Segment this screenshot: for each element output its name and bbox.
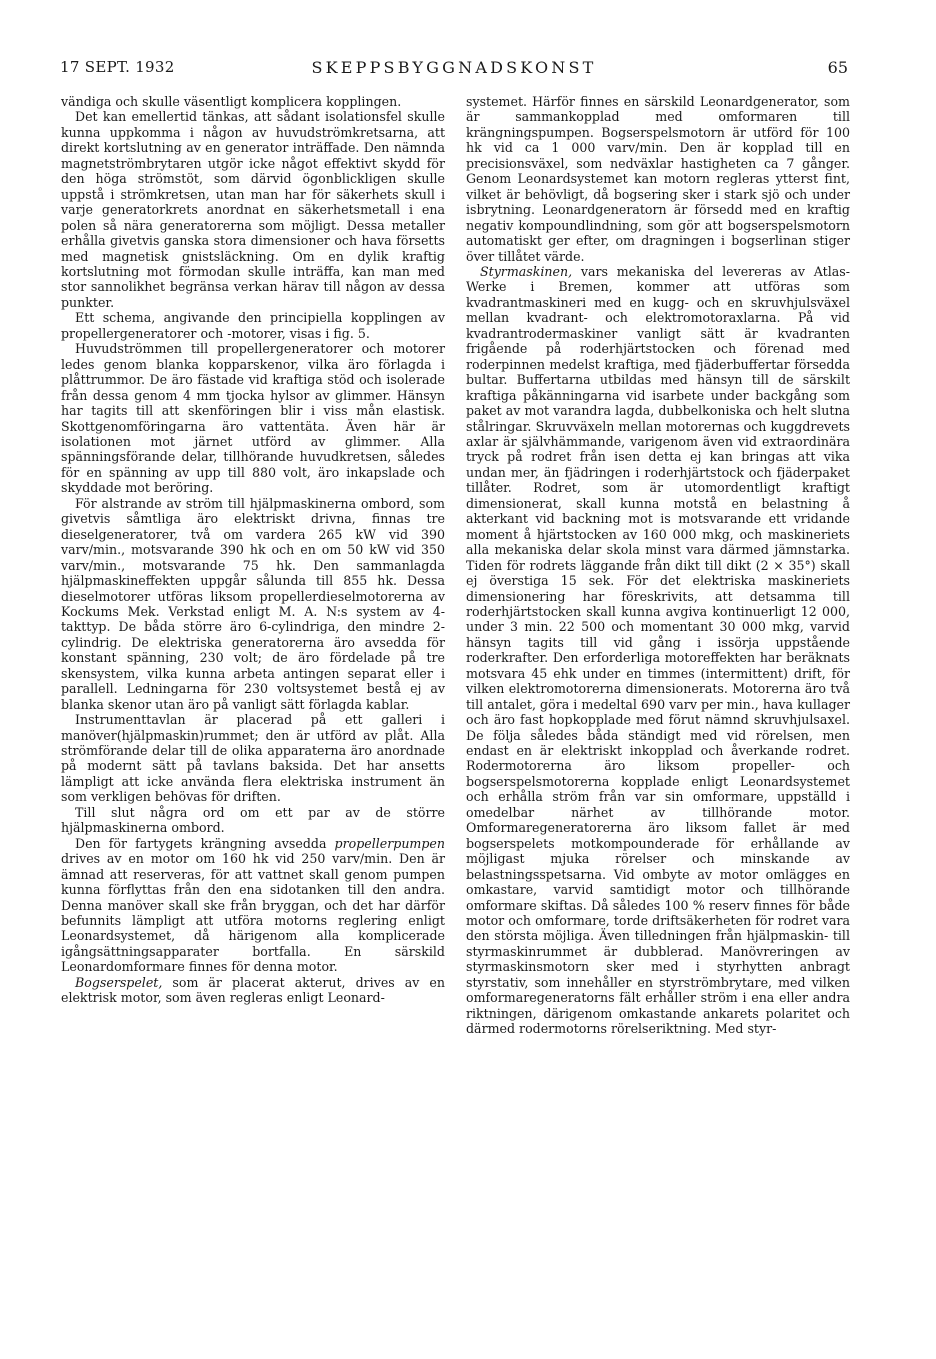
paragraph: Instrumenttavlan är placerad på ett galleri i manöver(hjälpmaskin)rummet; den är utförd av plåt. Alla strömförande delar till de olika apparaterna äro anordnade på modernt sätt på tavlans baksida. Det har ansetts lämpligt att icke använda flera elektriska instrument än som verkligen behövas för driften. <box>61 712 445 805</box>
italic-term: propellerpumpen <box>334 835 445 851</box>
page-header <box>60 58 848 82</box>
paragraph <box>466 264 850 1037</box>
paragraph: Huvudströmmen till propellergeneratorer och motorer ledes genom blanka kopparskenor, vilka äro förlagda i plåttrummor. De äro fästade vid kraftiga stöd och isolerade från dessa genom 4 mm tjocka hylsor av glimmer. Hänsyn har tagits till att skenföringen blir i viss mån elastisk. Skottgenomföringarna äro vattentäta. Även här är isolationen mot järnet utförd av glimmer. Alla spänningsförande delar, tillhörande huvudkretsen, således för en spänning av upp till 880 volt, äro inkapslade och skyddade mot beröring. <box>61 341 445 496</box>
paragraph <box>61 975 445 1006</box>
italic-term: Styrmaskinen, <box>480 263 573 279</box>
left-column <box>61 94 445 1006</box>
page-number: 65 <box>827 58 848 77</box>
italic-term: Bogserspelet, <box>75 974 163 990</box>
paragraph: systemet. Härför finnes en särskild Leonardgenerator, som är sammankopplad med omformaren till krängningspumpen. Bogserspelsmotorn är utförd för 100 hk vid ca 1 000 varv/min. Den är kopplad till en precisionsväxel, som nedväxlar hastigheten ca 7 gånger. Genom Leonardsystemet kan motorn regleras ytterst fint, vilket är behövligt, då bogsering sker i stark sjö och under isbrytning. Leonardgeneratorn är försedd med en kraftig negativ kompoundlindning, som gör att bogserspelsmotorn automatiskt ger efter, om dragningen i bogserlinan stiger över tillåtet värde. <box>466 94 850 264</box>
issue-date: 17 SEPT. 1932 <box>60 58 175 76</box>
right-column <box>466 94 850 1037</box>
paragraph: Det kan emellertid tänkas, att sådant isolationsfel skulle kunna uppkomma i någon av huvudströmkretsarna, att direkt kortslutning av en generator inträffade. Den nämnda magnetströmbrytaren utgör icke något effektivt skydd för den höga strömstöt, som därvid ögonblickligen skulle uppstå i strömkretsen, utan man har för säkerhets skull i varje generatorkrets anordnat en säkerhetsmetall i ena polen så nära generatorerna som möjligt. Dessa metaller erhålla givetvis ganska stora dimensioner och hava försetts med magnetisk gnistsläckning. Om en dylik kraftig kortslutning mot förmodan skulle inträffa, kan man med stor sannolikhet begränsa verkan härav till någon av dessa punkter. <box>61 109 445 310</box>
text-run: vars mekaniska del levereras av Atlas-Werke i Bremen, kommer att utföras som kvadrantmaskineri med en kugg- och en skruvhjulsväxel mellan kvadrant- och elektromotoraxlarna. På vid kvadrantrodermaskiner vanligt sätt är kvadranten frigående på roderhjärtstocken och förenad med roderpinnen medelst kraftiga, med fjäderbuffertar försedda bultar. Buffertarna utbildas med hänsyn till de särskilt kraftiga påkänningarna vid isarbete under backgång som paket av mot varandra lagda, dubbelkoniska och helt slutna stålringar. Skruvväxeln mellan motorernas och kuggdrevets axlar är självhämmande, varigenom även vid extraordinära tryck på rodret från isen detta ej kan bringas att vika undan mer, än fjädringen i roderhjärtstock och fjäderpaket tillåter. Rodret, som är utomordentligt kraftigt dimensionerat, skall kunna motstå en belastning å akterkant vid backning mot is motsvarande ett vridande moment å hjärtstocken av 160 000 mkg, och maskineriets alla mekaniska delar skola minst vara därmed jämnstarka. Tiden för rodrets läggande från dikt till dikt (2 × 35°) skall ej överstiga 15 sek. För det elektriska maskineriets dimensionering har föreskrivits, att detsamma till roderhjärtstocken skall kunna avgiva kontinuerligt 12 000, under 3 min. 22 500 och momentant 30 000 mkg, varvid hänsyn tagits till vid gång i issörja uppstående roderkrafter. Den erforderliga motoreffekten har beräknats motsvara 45 ehk under en timmes (intermittent) drift, för vilken elektromotorerna dimensionerats. Motorerna äro två till antalet, göra i medeltal 690 varv per min., hava kullager och äro fast hopkopplade med förut nämnd skruvhjulsaxel. De följa således båda ständigt med vid rörelsen, men endast en är elektriskt inkopplad och åverkande rodret. Rodermotorerna äro liksom propeller- och bogserspelsmotorerna kopplade enligt Leonardsystemet och erhålla ström från var sin omformare, uppställd i omedelbar närhet av tillhörande motor. Omformaregeneratorerna äro liksom fallet är med bogserspelets motkompounderade för erhållande av möjligast mjuka rörelser och minskande av belastningsspetsarna. Vid ombyte av motor omlägges en omkastare, varvid samtidigt motor och tillhörande omformare skiftas. Då således 100 % reserv finnes för både motor och omformare, torde driftsäkerheten för rodret vara den största möjliga. Även tilledningen från hjälpmaskin- till styrmaskinrummet är dubblerad. Manövreringen av styrmaskinsmotorn sker med i styrhytten anbragt styrstativ, som innehåller en styrströmbrytare, med vilken omformaregeneratorns fält erhåller ström i ena eller andra riktningen, därigenom omkastande ankarets polaritet och därmed rodermotorns rörelseriktning. Med styr- <box>466 263 850 1037</box>
paragraph: Till slut några ord om ett par av de större hjälpmaskinerna ombord. <box>61 804 445 836</box>
text-run: som är placerat akterut, drives av en elektrisk motor, som även regleras enligt Leonard- <box>61 974 445 1006</box>
journal-title: SKEPPSBYGGNADSKONST <box>311 58 597 77</box>
paragraph: vändiga och skulle väsentligt komplicera kopplingen. <box>61 94 402 109</box>
text-run: drives av en motor om 160 hk vid 250 varv/min. Den är ämnad att reserveras, för att vattnet skall genom pumpen kunna förflyttas från den ena sidotanken till den andra. Denna manöver skall ske från bryggan, och det har därför befunnits lämpligt att utföra motorns reglering enligt Leonardsystemet, då härigenom alla komplicerade igångsättningsapparater bortfalla. En särskild Leonardomformare finnes för denna motor. <box>61 851 445 975</box>
text-run: Den för fartygets krängning avsedda <box>75 835 335 851</box>
paragraph: Ett schema, angivande den principiella kopplingen av propellergeneratorer och -motorer, visas i fig. 5. <box>61 310 445 341</box>
paragraph <box>61 836 445 975</box>
paragraph: För alstrande av ström till hjälpmaskinerna ombord, som givetvis såmtliga äro elektriskt drivna, finnas tre dieselgeneratorer, två om vardera 265 kW vid 390 varv/min., motsvarande 390 hk och en om 50 kW vid 350 varv/min., motsvarande 75 hk. Den sammanlagda hjälpmaskineffekten uppgår sålunda till 855 hk. Dessa dieselmotorer utföras liksom propellerdieselmotorerna av Kockums Mek. Verkstad enligt M. A. N:s system av 4-takttyp. De båda större äro 6-cylindriga, den mindre 2-cylindrig. De elektriska generatorerna äro avsedda för konstant spänning, 230 volt; de äro fördelade på tre skensystem, vilka kunna arbeta antingen separat eller i parallell. Ledningarna för 230 voltsystemet bestå ej av blanka skenor utan äro på vanligt sätt förlagda kablar. <box>61 495 445 712</box>
